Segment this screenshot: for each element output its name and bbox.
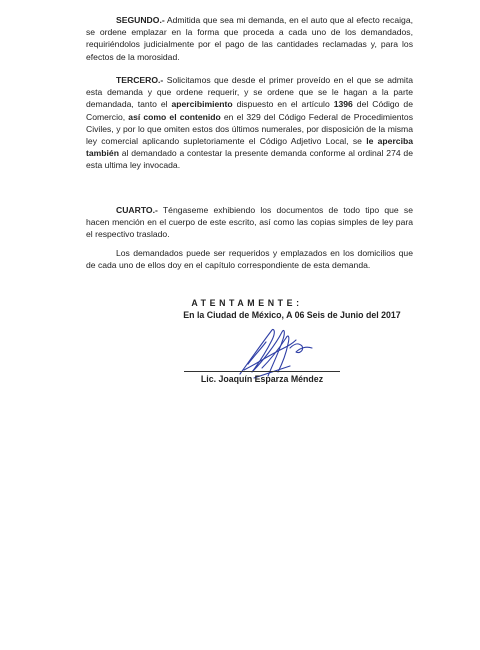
signature-line — [184, 371, 340, 372]
signer-name: Lic. Joaquín Esparza Méndez — [200, 374, 324, 384]
text-tercero-1: Solicitamos que desde el primer proveído en el que se admita esta demanda y que ordene requerir, y se ordene que se le hagan a la parte demandada, tanto el — [86, 75, 413, 110]
text-cuarto: Téngaseme exhibiendo los documentos de todo tipo que se hacen mención en el cuerpo de este escrito, así como las copias simples de ley para el respectivo traslado. — [86, 205, 413, 240]
bold-apercibimiento: apercibimiento — [171, 99, 233, 110]
bold-aperciba: le aperciba también — [86, 136, 413, 159]
place-and-date: En la Ciudad de México, A 06 Seis de Junio del 2017 — [183, 310, 401, 320]
paragraph-segundo — [86, 14, 413, 63]
paragraph-final — [86, 247, 413, 271]
text-tercero-2: dispuesto en el artículo — [232, 99, 334, 110]
text-segundo: Admitida que sea mi demanda, en el auto que al efecto recaiga, se ordene emplazar en la forma que proceda a cada uno de los demandados, requiriéndolos judicialmente por el pago de las cantidades reclamadas y, para los efectos de la morosidad. — [86, 15, 413, 62]
text-tercero-5: al demandado a contestar la presente demanda conforme al ordinal 274 de esta ultima ley invocada. — [86, 148, 413, 171]
paragraph-tercero — [86, 74, 413, 172]
heading-segundo: SEGUNDO.- — [116, 15, 165, 25]
heading-cuarto: CUARTO.- — [116, 205, 158, 215]
bold-article-number: 1396 — [333, 99, 353, 110]
text-tercero-3: del Código de Comercio, — [86, 99, 413, 122]
salutation: ATENTAMENTE: — [191, 298, 303, 308]
text-tercero-4: en el 329 del Código Federal de Procedimientos Civiles, y por lo que omiten estos dos últimos numerales, por disposición de la misma ley comercial aplicando supletoriamente el Código Adjetivo Local, se — [86, 111, 413, 147]
paragraph-cuarto — [86, 204, 413, 241]
text-final: Los demandados puede ser requeridos y emplazados en los domicilios que de cada uno de ellos doy en el capítulo correspondiente de esta demanda. — [86, 248, 413, 271]
bold-contenido: así como el contenido — [128, 111, 221, 122]
heading-tercero: TERCERO.- — [116, 75, 164, 85]
